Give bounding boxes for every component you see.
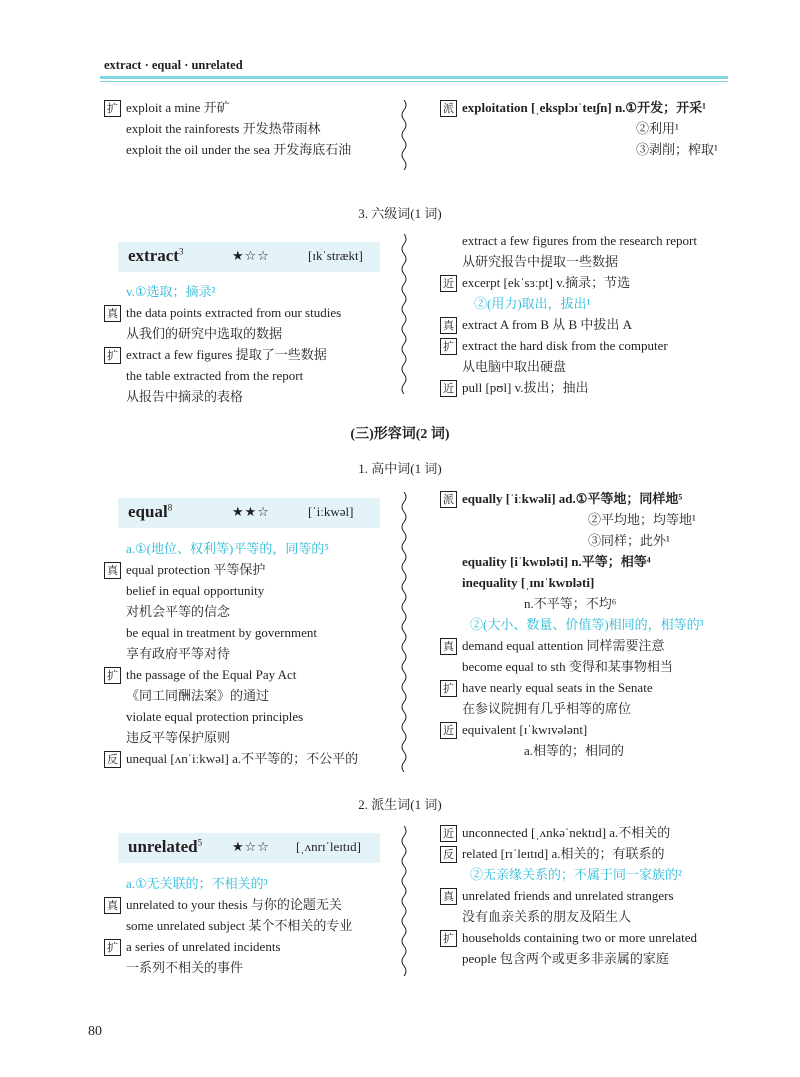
header-rule — [100, 76, 728, 79]
fan-icon: 反 — [440, 846, 457, 863]
synonym-line: excerpt [ekˈsɜːpt] v.摘录；节选 — [462, 275, 631, 290]
extract-right — [440, 230, 740, 398]
headword: equal$^8$ — [128, 502, 173, 521]
example-line: become equal to sth 变得和某事物相当 — [462, 659, 673, 674]
kuo-icon: 扩 — [104, 939, 121, 956]
example-line: some unrelated subject 某个不相关的专业 — [126, 918, 353, 933]
block1-right — [440, 97, 740, 160]
example-line: belief in equal opportunity — [126, 583, 265, 598]
jin-icon: 近 — [440, 722, 457, 739]
example-line: 从我们的研究中选取的数据 — [126, 326, 283, 341]
entry-header-unrelated — [118, 833, 380, 863]
example-line: the table extracted from the report — [126, 368, 304, 383]
rating-stars: ★☆☆ — [232, 249, 270, 264]
column-divider — [400, 826, 408, 976]
derived-entry: equally [ˈiːkwəli] ad.①平等地；同样地⁵ — [462, 491, 683, 506]
sense-line: ③剥削；榨取¹ — [636, 142, 718, 157]
headword: unrelated$^5$ — [128, 837, 203, 856]
zhen-icon: 真 — [104, 897, 121, 914]
example-line: 从电脑中取出硬盘 — [462, 359, 567, 374]
zhen-icon: 真 — [440, 317, 457, 334]
pai-icon: 派 — [440, 100, 457, 117]
example-line: 享有政府平等对待 — [126, 646, 231, 661]
sense-line: n.不平等；不均⁶ — [524, 596, 617, 611]
example-line: exploit the oil under the sea 开发海底石油 — [126, 142, 352, 157]
equal-left — [104, 538, 394, 769]
example-line: extract a few figures 提取了一些数据 — [126, 347, 327, 362]
example-line: 从报告中摘录的表格 — [126, 389, 244, 404]
phonetic: [ˈiːkwəl] — [308, 504, 354, 519]
sense-line: ③同样；此外¹ — [588, 533, 670, 548]
example-line: 违反平等保护原则 — [126, 730, 231, 745]
section-title: 2. 派生词(1 词) — [358, 797, 442, 812]
example-line: 从研究报告中提取一些数据 — [462, 254, 619, 269]
synonym-line: pull [pʊl] v.拔出；抽出 — [462, 380, 589, 395]
column-divider — [400, 100, 408, 170]
example-line: extract the hard disk from the computer — [462, 338, 668, 353]
phonetic: [ˌʌnrɪˈleɪtɪd] — [296, 839, 361, 854]
example-line: demand equal attention 同样需要注意 — [462, 638, 665, 653]
example-line: be equal in treatment by government — [126, 625, 317, 640]
synonym-line: equivalent [ɪˈkwɪvələnt] — [462, 722, 588, 737]
jin-icon: 近 — [440, 380, 457, 397]
kuo-icon: 扩 — [104, 100, 121, 117]
kuo-icon: 扩 — [440, 680, 457, 697]
extract-left — [104, 281, 394, 407]
zhen-icon: 真 — [104, 562, 121, 579]
sense-heading: v.①选取；摘录² — [126, 284, 216, 299]
antonym-line: related [rɪˈleɪtɪd] a.相关的；有联系的 — [462, 846, 665, 861]
column-divider — [400, 234, 408, 394]
running-header: extract · equal · unrelated — [104, 58, 243, 72]
unrelated-left — [104, 873, 394, 978]
column-divider — [400, 492, 408, 772]
example-line: a series of unrelated incidents — [126, 939, 281, 954]
headword: extract$^3$ — [128, 246, 184, 265]
sense-heading: ②(大小、数量、价值等)相同的，相等的³ — [470, 617, 704, 632]
antonym-line: unequal [ʌnˈiːkwəl] a.不平等的；不公平的 — [126, 751, 359, 766]
kuo-icon: 扩 — [440, 338, 457, 355]
example-line: 一系列不相关的事件 — [126, 960, 244, 975]
synonym-line: unconnected [ˌʌnkəˈnektɪd] a.不相关的 — [462, 825, 671, 840]
sense-heading: a.①无关联的；不相关的³ — [126, 876, 268, 891]
derived-entry: equality [iˈkwɒləti] n.平等；相等⁴ — [462, 554, 651, 569]
page-number: 80 — [88, 1024, 102, 1039]
example-line: people 包含两个或更多非亲属的家庭 — [462, 951, 669, 966]
sense-heading: ②无亲缘关系的；不属于同一家族的² — [470, 867, 682, 882]
unrelated-right — [440, 822, 740, 969]
section-title: (三)形容词(2 词) — [350, 427, 450, 442]
kuo-icon: 扩 — [104, 347, 121, 364]
header-rule-thin — [100, 81, 728, 82]
example-line: unrelated friends and unrelated strangers — [462, 888, 674, 903]
derived-entry: exploitation [ˌeksplɔɪˈteɪʃn] n.①开发；开采¹ — [462, 100, 706, 115]
example-line: equal protection 平等保护 — [126, 562, 266, 577]
example-line: 没有血亲关系的朋友及陌生人 — [462, 909, 632, 924]
rating-stars: ★☆☆ — [232, 840, 270, 855]
sense-line: ②平均地；均等地¹ — [588, 512, 696, 527]
example-line: violate equal protection principles — [126, 709, 304, 724]
example-line: extract a few figures from the research report — [462, 233, 697, 248]
example-line: have nearly equal seats in the Senate — [462, 680, 653, 695]
section-title: 3. 六级词(1 词) — [358, 206, 442, 221]
example-line: extract A from B 从 B 中拔出 A — [462, 317, 633, 332]
zhen-icon: 真 — [440, 888, 457, 905]
phonetic: [ɪkˈstrækt] — [308, 248, 363, 263]
sense-line: a.相等的；相同的 — [524, 743, 625, 758]
entry-header-equal — [118, 498, 380, 528]
example-line: 《同工同酬法案》的通过 — [126, 688, 270, 703]
sense-heading: ②(用力)取出，拔出¹ — [474, 296, 591, 311]
equal-right — [440, 488, 740, 761]
sense-line: ②利用¹ — [636, 121, 679, 136]
fan-icon: 反 — [104, 751, 121, 768]
example-line: the data points extracted from our studies — [126, 305, 342, 320]
example-line: households containing two or more unrelated — [462, 930, 698, 945]
zhen-icon: 真 — [104, 305, 121, 322]
block1-left — [104, 97, 394, 160]
example-line: exploit the rainforests 开发热带雨林 — [126, 121, 321, 136]
pai-icon: 派 — [440, 491, 457, 508]
section-title: 1. 高中词(1 词) — [358, 461, 442, 476]
example-line: 在参议院拥有几乎相等的席位 — [462, 701, 632, 716]
kuo-icon: 扩 — [440, 930, 457, 947]
jin-icon: 近 — [440, 275, 457, 292]
jin-icon: 近 — [440, 825, 457, 842]
derived-entry: inequality [ˌɪnɪˈkwɒləti] — [462, 575, 595, 590]
zhen-icon: 真 — [440, 638, 457, 655]
example-line: exploit a mine 开矿 — [126, 100, 230, 115]
rating-stars: ★★☆ — [232, 505, 270, 520]
kuo-icon: 扩 — [104, 667, 121, 684]
sense-heading: a.①(地位、权利等)平等的，同等的⁵ — [126, 541, 329, 556]
example-line: the passage of the Equal Pay Act — [126, 667, 297, 682]
entry-header-extract — [118, 242, 380, 272]
example-line: unrelated to your thesis 与你的论题无关 — [126, 897, 342, 912]
example-line: 对机会平等的信念 — [126, 604, 231, 619]
